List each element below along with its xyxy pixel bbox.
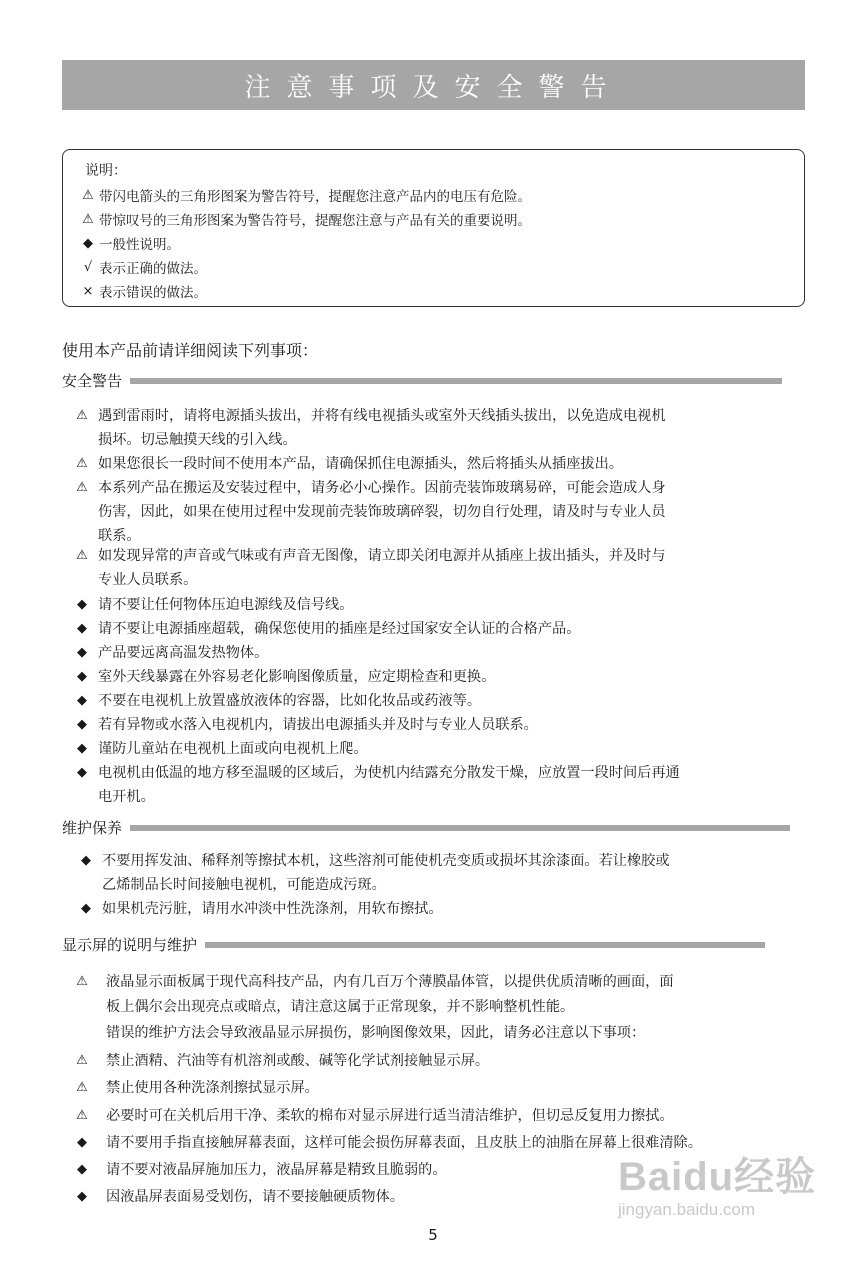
- baidu-watermark: [618, 1145, 818, 1227]
- page-number: 5: [428, 1226, 438, 1244]
- list-item-text: 请不要用手指直接触屏幕表面，这样可能会损伤屏幕表面，且皮肤上的油脂在屏幕上很难清除。: [106, 1135, 702, 1151]
- list-item-text: 请不要让任何物体压迫电源线及信号线。: [98, 597, 354, 613]
- list-item-text: 请不要让电源插座超载，确保您使用的插座是经过国家安全认证的合格产品。: [98, 621, 581, 637]
- legend-item-text: 带惊叹号的三角形图案为警告符号，提醒您注意与产品有关的重要说明。: [99, 213, 531, 229]
- list-item-text: 如果机壳污脏，请用水冲淡中性洗涤剂，用软布擦拭。: [102, 901, 443, 917]
- diamond-bullet-icon: ◆: [83, 235, 93, 251]
- diamond-bullet-icon: ◆: [77, 621, 87, 636]
- list-item-text: 禁止酒精、汽油等有机溶剂或酸、碱等化学试剂接触显示屏。: [106, 1053, 490, 1069]
- legend-item: [77, 257, 207, 277]
- intro-text: 使用本产品前请详细阅读下列事项：: [62, 341, 319, 360]
- list-item-text: 如发现异常的声音或气味或有声音无图像，请立即关闭电源并从插座上拔出插头，并及时与: [98, 548, 666, 564]
- warning-triangle-icon: ⚠: [76, 1053, 88, 1068]
- warning-triangle-icon: ⚠: [76, 1108, 88, 1123]
- list-item-text: 错误的维护方法会导致液晶显示屏损伤，影响图像效果，因此，请务必注意以下事项：: [106, 1025, 646, 1041]
- diamond-bullet-icon: ◆: [77, 717, 87, 732]
- list-item-text: 乙烯制品长时间接触电视机，可能造成污斑。: [102, 877, 386, 893]
- list-item-text: 电视机由低温的地方移至温暖的区域后，为使机内结露充分散发干燥，应放置一段时间后再通: [98, 765, 680, 781]
- list-item-text: 产品要远离高温发热物体。: [98, 645, 269, 661]
- warning-triangle-icon: ⚠: [76, 548, 88, 563]
- legend-box: [62, 149, 805, 307]
- warning-triangle-icon: ⚠: [76, 456, 88, 471]
- list-item-text: 遇到雷雨时，请将电源插头拔出，并将有线电视插头或室外天线插头拔出，以免造成电视机: [98, 408, 666, 424]
- diamond-bullet-icon: ◆: [77, 765, 87, 780]
- diamond-bullet-icon: ◆: [81, 853, 91, 868]
- list-item-text: 电开机。: [98, 789, 155, 805]
- section-heading-text: 维护保养: [62, 819, 123, 837]
- warning-triangle-exclamation-icon: ⚠: [82, 211, 94, 227]
- list-item-text: 若有异物或水落入电视机内，请拔出电源插头并及时与专业人员联系。: [98, 717, 538, 733]
- list-item-text: 联系。: [98, 528, 141, 544]
- list-item-text: 损坏。切忌触摸天线的引入线。: [98, 432, 297, 448]
- list-item-text: 本系列产品在搬运及安装过程中，请务必小心操作。因前壳装饰玻璃易碎，可能会造成人身: [98, 480, 666, 496]
- warning-triangle-lightning-icon: ⚠: [82, 187, 94, 203]
- watermark-logo-text: Baidu经验: [618, 1155, 817, 1199]
- section-heading-maintenance: [62, 817, 790, 838]
- diamond-bullet-icon: ◆: [77, 1135, 87, 1150]
- section-rule: [130, 825, 790, 831]
- legend-item: [77, 185, 531, 205]
- legend-item-text: 一般性说明。: [99, 237, 180, 253]
- list-item-text: 如果您很长一段时间不使用本产品，请确保抓住电源插头，然后将插头从插座拔出。: [98, 456, 623, 472]
- section-rule: [205, 942, 765, 948]
- list-item-text: 伤害，因此，如果在使用过程中发现前壳装饰玻璃碎裂，切勿自行处理，请及时与专业人员: [98, 504, 666, 520]
- diamond-bullet-icon: ◆: [77, 645, 87, 660]
- diamond-bullet-icon: ◆: [77, 597, 87, 612]
- warning-triangle-icon: ⚠: [76, 1080, 88, 1095]
- section-heading-safety: [62, 370, 782, 391]
- list-item-text: 必要时可在关机后用干净、柔软的棉布对显示屏进行适当清洁维护，但切忌反复用力擦拭。: [106, 1108, 674, 1124]
- diamond-bullet-icon: ◆: [81, 901, 91, 916]
- list-item-text: 不要在电视机上放置盛放液体的容器，比如化妆品或药液等。: [98, 693, 482, 709]
- legend-item-text: 表示正确的做法。: [99, 261, 207, 277]
- warning-triangle-icon: ⚠: [76, 408, 88, 423]
- section-heading-display: [62, 934, 765, 955]
- diamond-bullet-icon: ◆: [77, 741, 87, 756]
- warning-triangle-icon: ⚠: [76, 974, 88, 989]
- page-title-bar: [62, 60, 805, 110]
- check-icon: √: [83, 259, 93, 275]
- legend-item: [77, 281, 207, 301]
- legend-title: 说明：: [85, 163, 127, 179]
- section-heading-text: 安全警告: [62, 372, 123, 390]
- legend-item: [77, 233, 180, 253]
- section-heading-text: 显示屏的说明与维护: [62, 936, 198, 954]
- list-item-text: 不要用挥发油、稀释剂等擦拭本机，这些溶剂可能使机壳变质或损坏其涂漆面。若让橡胶或: [102, 853, 670, 869]
- list-item-text: 专业人员联系。: [98, 572, 198, 588]
- list-item-text: 请不要对液晶屏施加压力，液晶屏幕是精致且脆弱的。: [106, 1162, 447, 1178]
- diamond-bullet-icon: ◆: [77, 1189, 87, 1204]
- diamond-bullet-icon: ◆: [77, 669, 87, 684]
- list-item-text: 板上偶尔会出现亮点或暗点，请注意这属于正常现象，并不影响整机性能。: [106, 999, 575, 1015]
- page-title: 注意事项及安全警告: [244, 72, 623, 103]
- diamond-bullet-icon: ◆: [77, 693, 87, 708]
- legend-item-text: 带闪电箭头的三角形图案为警告符号，提醒您注意产品内的电压有危险。: [99, 189, 531, 205]
- legend-item: [77, 209, 531, 229]
- list-item-text: 液晶显示面板属于现代高科技产品，内有几百万个薄膜晶体管，以提供优质清晰的画面，面: [106, 974, 674, 990]
- diamond-bullet-icon: ◆: [77, 1162, 87, 1177]
- list-item-text: 室外天线暴露在外容易老化影响图像质量，应定期检查和更换。: [98, 669, 496, 685]
- warning-triangle-icon: ⚠: [76, 480, 88, 495]
- legend-item-text: 表示错误的做法。: [99, 285, 207, 301]
- section-rule: [130, 378, 782, 384]
- cross-icon: ×: [82, 283, 94, 299]
- list-item-text: 禁止使用各种洗涤剂擦拭显示屏。: [106, 1080, 319, 1096]
- list-item-text: 因液晶屏表面易受划伤，请不要接触硬质物体。: [106, 1189, 404, 1205]
- watermark-url: jingyan.baidu.com: [618, 1200, 756, 1219]
- list-item-text: 谨防儿童站在电视机上面或向电视机上爬。: [98, 741, 368, 757]
